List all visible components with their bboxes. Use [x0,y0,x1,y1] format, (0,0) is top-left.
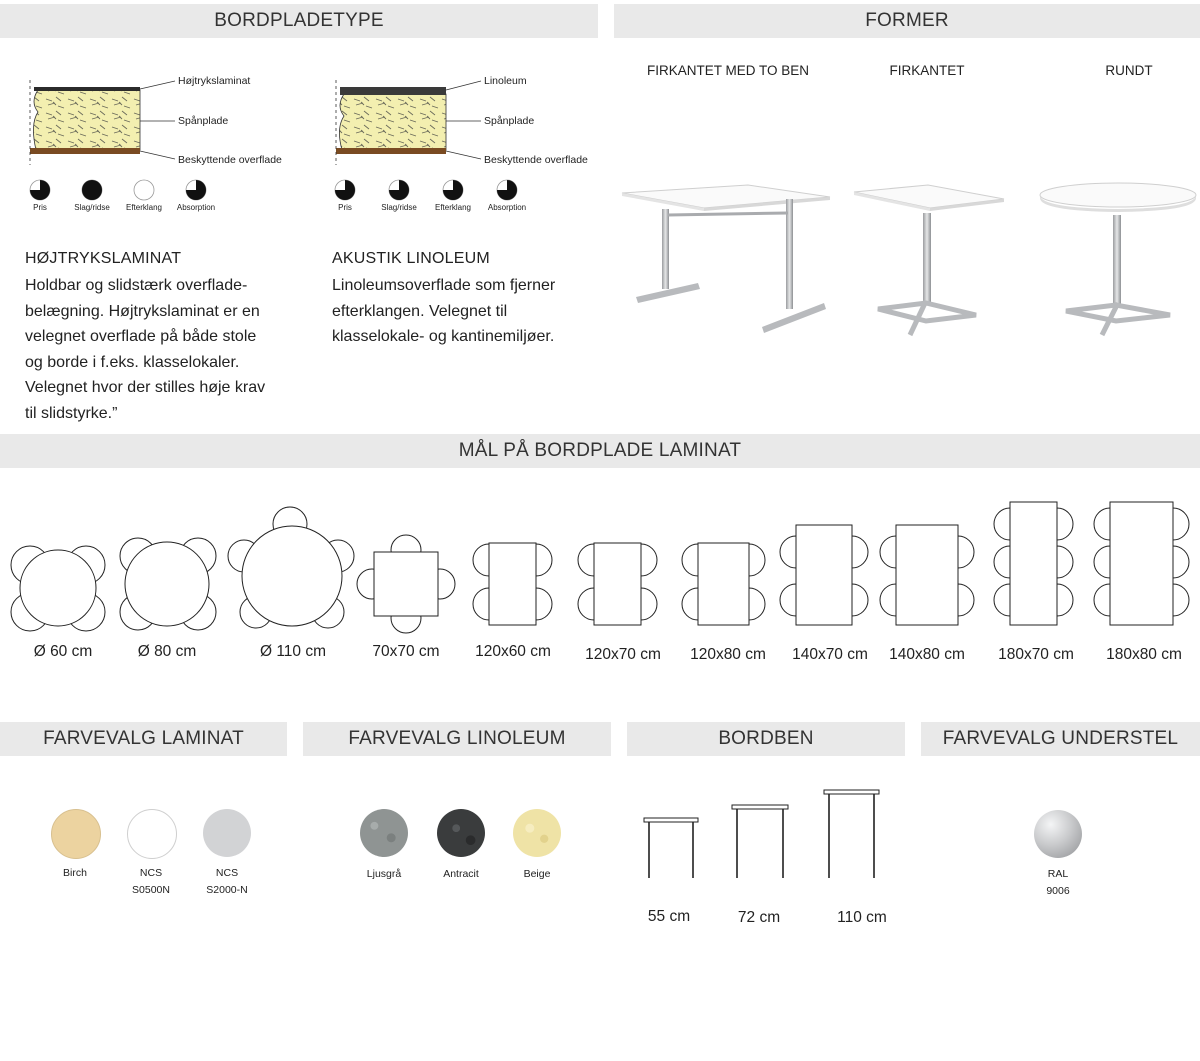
swatch-label: Beige [523,868,551,880]
rating-pie-icon [497,180,517,200]
size-diagram-120x70 [578,543,657,625]
color-swatch-antracit [437,809,485,857]
rating-label: Slag/ridse [381,203,417,212]
size-label: 120x70 cm [585,646,661,663]
laminat-title: HØJTRYKSLAMINAT [25,250,182,267]
laminat-description: Holdbar og slidstærk overflade- belægning. Højtrykslaminat er en velegnet overflade på både stole og borde i f.eks. klasselokaler. Velegnet hvor der stilles høje krav til slidstyrke.” [25,277,266,422]
size-label: Ø 60 cm [33,643,93,660]
color-swatch-birch [51,809,101,859]
section-header-maal: MÅL PÅ BORDPLADE LAMINAT [0,434,1200,468]
size-diagram-120x60 [473,543,552,625]
size-diagram-180x80 [1094,502,1189,625]
table-shape-illustrations [600,175,1200,355]
size-diagram-round-60 [11,546,105,631]
color-swatch-ncs-s0500n [127,809,177,859]
rating-pie-icon [389,180,409,200]
section-header-bordben: BORDBEN [627,722,905,756]
leg-72 [732,805,788,878]
section-header-farvevalg-understel: FARVEVALG UNDERSTEL [921,722,1200,756]
swatch-label: Birch [63,867,87,879]
tabletop-cross-sections [0,40,600,260]
size-diagram-round-80 [120,538,216,630]
swatch-label: NCS S0500N [132,867,170,896]
leg-55 [644,818,698,878]
size-label: 120x60 cm [475,643,551,660]
size-label: 140x70 cm [792,646,868,663]
size-label: 180x70 cm [998,646,1074,663]
shape-label: RUNDT [1105,63,1153,78]
layer-label: Beskyttende overflade [178,154,282,166]
section-header-farvevalg-laminat: FARVEVALG LAMINAT [0,722,287,756]
swatch-label: RAL 9006 [1046,868,1070,897]
rating-label: Efterklang [125,203,163,212]
rating-label: Absorption [176,203,216,212]
color-swatch-ljusgra [360,809,408,857]
rating-pie-icon [335,180,355,200]
swatch-label: Ljusgrå [366,868,402,880]
size-label: 180x80 cm [1106,646,1182,663]
layer-label: Linoleum [484,75,527,87]
rating-pie-icon [443,180,463,200]
rating-label: Pris [338,203,352,212]
leg-height-label: 72 cm [737,909,781,926]
size-diagram-140x70 [780,525,868,625]
table-round [1040,183,1196,335]
shape-label: FIRKANTET [889,63,965,78]
laminat-cross-section [30,80,175,165]
swatch-label: NCS S2000-N [206,867,248,896]
rating-pie-icon [82,180,102,200]
layer-label: Spånplade [178,115,229,127]
table-leg-heights [627,785,907,885]
layer-label: Spånplade [484,115,535,127]
size-label: 70x70 cm [372,643,440,660]
size-label: 140x80 cm [889,646,965,663]
size-label: Ø 80 cm [137,643,197,660]
size-diagram-140x80 [880,525,974,625]
rating-label: Absorption [487,203,527,212]
leg-110 [824,790,879,878]
linoleum-cross-section [336,80,481,165]
table-rect-two-legs [622,185,830,333]
shape-label: FIRKANTET MED TO BEN [646,63,810,78]
linoleum-title: AKUSTIK LINOLEUM [332,250,490,267]
rating-icons [0,178,600,218]
rating-pie-icon [134,180,154,200]
size-label: 120x80 cm [690,646,766,663]
leg-height-label: 55 cm [647,908,691,925]
rating-pie-icon [30,180,50,200]
rating-pie-icon [186,180,206,200]
color-swatch-ncs-s2000n [203,809,251,857]
table-square [854,185,1004,335]
table-size-diagrams [0,500,1200,640]
layer-label: Beskyttende overflade [484,154,588,166]
rating-label: Slag/ridse [74,203,110,212]
rating-label: Pris [33,203,47,212]
size-diagram-round-110 [228,507,354,628]
size-diagram-180x70 [994,502,1073,625]
rating-label: Efterklang [434,203,472,212]
color-swatch-ral-9006 [1034,810,1082,858]
size-diagram-120x80 [682,543,765,625]
size-diagram-70x70 [357,535,455,633]
size-label: Ø 110 cm [259,643,327,660]
layer-label: Højtrykslaminat [178,75,251,87]
section-header-farvevalg-linoleum: FARVEVALG LINOLEUM [303,722,611,756]
linoleum-description: Linoleumsoverflade som fjerner efterklangen. Velegnet til klasselokale- og kantinemiljøer. [332,277,556,345]
section-header-former: FORMER [614,4,1200,38]
leg-height-label: 110 cm [837,909,887,926]
section-header-bordpladetype: BORDPLADETYPE [0,4,598,38]
swatch-label: Antracit [443,868,479,880]
color-swatch-beige [513,809,561,857]
